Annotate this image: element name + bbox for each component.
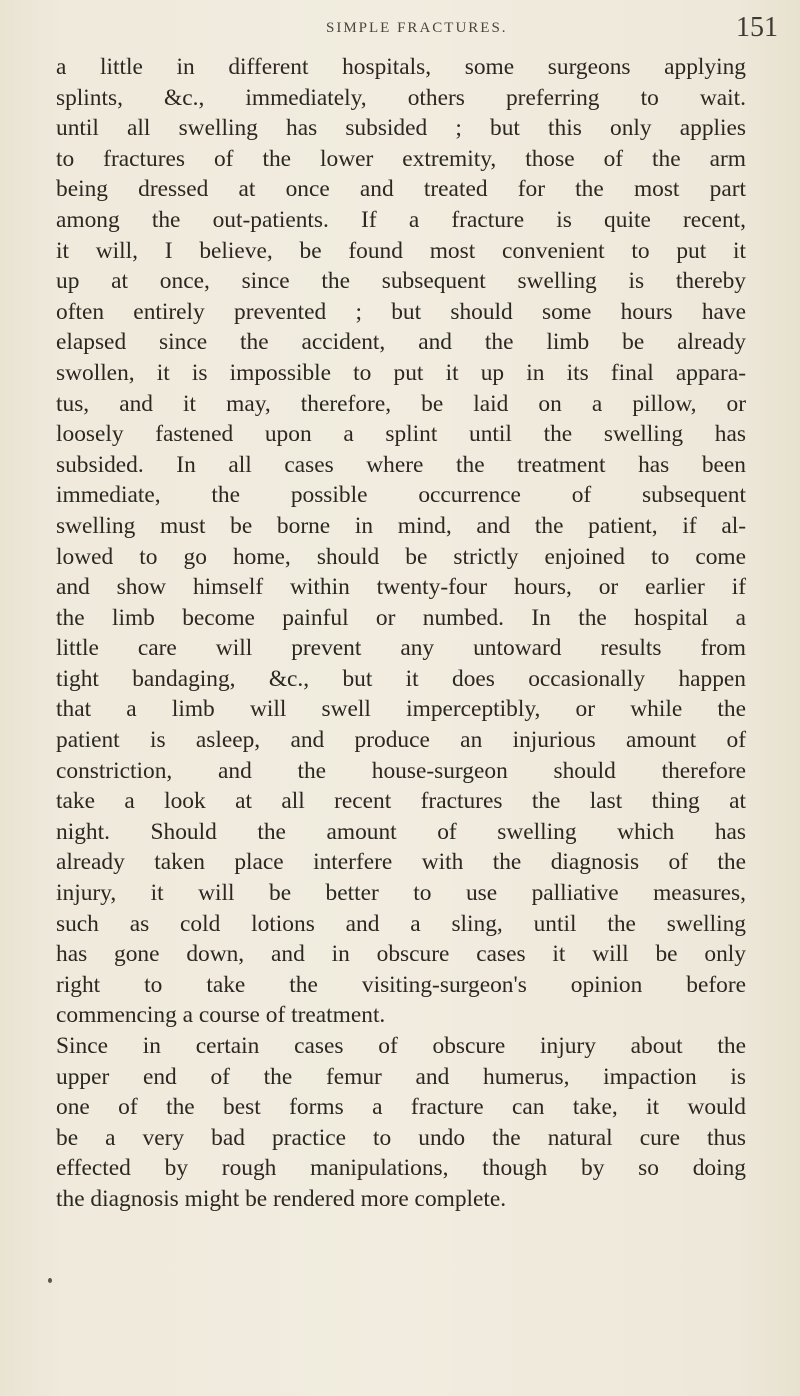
text-line: a little in different hospitals, some surgeons applying (56, 54, 746, 80)
paragraphs (56, 52, 746, 1215)
text-line: swelling must be borne in mind, and the patient, if al- (56, 512, 746, 539)
running-head (0, 12, 800, 46)
text-line: elapsed since the accident, and the limb be already (56, 329, 746, 356)
text-line: often entirely prevented ; but should some hours have (56, 298, 746, 325)
text-line: already taken place interfere with the diagnosis of the (56, 849, 746, 876)
text-line: Since in certain cases of obscure injury about the (56, 1033, 746, 1059)
paragraph (56, 1031, 746, 1215)
running-head-title: SIMPLE FRACTURES. (326, 20, 508, 36)
text-line: up at once, since the subsequent swelling is thereby (56, 268, 746, 295)
text-line: effected by rough manipulations, though by so doing (56, 1155, 746, 1182)
text-line: right to take the visiting-surgeon's opinion before (56, 971, 746, 998)
text-line: commencing a course of treatment. (56, 1002, 386, 1029)
text-line: until all swelling has subsided ; but this only applies (56, 115, 746, 142)
text-line: has gone down, and in obscure cases it will be only (56, 941, 746, 968)
text-line: such as cold lotions and a sling, until the swelling (56, 910, 746, 937)
text-line: subsided. In all cases where the treatment has been (56, 451, 746, 478)
text-line: constriction, and the house-surgeon should therefore (56, 757, 746, 784)
text-line: tus, and it may, therefore, be laid on a pillow, or (56, 390, 746, 417)
text-line: injury, it will be better to use palliative measures, (56, 880, 746, 907)
body-text (56, 52, 746, 1215)
page-number: 151 (736, 12, 778, 43)
text-line: swollen, it is impossible to put it up in its final appara- (56, 359, 746, 386)
paragraph (56, 52, 746, 1031)
text-line: tight bandaging, &c., but it does occasionally happen (56, 665, 746, 692)
text-line: the limb become painful or numbed. In the hospital a (56, 604, 746, 631)
text-line: to fractures of the lower extremity, those of the arm (56, 145, 746, 172)
text-line: be a very bad practice to undo the natural cure thus (56, 1124, 746, 1151)
text-line: night. Should the amount of swelling which has (56, 818, 746, 845)
text-line: loosely fastened upon a splint until the swelling has (56, 421, 746, 448)
text-line: splints, &c., immediately, others preferring to wait. (56, 84, 746, 111)
text-line: the diagnosis might be rendered more complete. (56, 1185, 507, 1212)
text-line: one of the best forms a fracture can take, it would (56, 1094, 746, 1121)
print-speck (48, 1278, 52, 1283)
text-line: it will, I believe, be found most convenient to put it (56, 237, 746, 264)
text-line: upper end of the femur and humerus, impaction is (56, 1063, 746, 1090)
text-line: and show himself within twenty-four hours, or earlier if (56, 574, 746, 601)
text-line: being dressed at once and treated for the most part (56, 176, 746, 203)
text-line: patient is asleep, and produce an injurious amount of (56, 727, 746, 754)
text-line: take a look at all recent fractures the last thing at (56, 788, 746, 815)
text-line: lowed to go home, should be strictly enjoined to come (56, 543, 746, 570)
text-line: little care will prevent any untoward results from (56, 635, 746, 662)
text-line: among the out-patients. If a fracture is quite recent, (56, 206, 746, 233)
text-line: immediate, the possible occurrence of subsequent (56, 482, 746, 509)
text-line: that a limb will swell imperceptibly, or while the (56, 696, 746, 723)
